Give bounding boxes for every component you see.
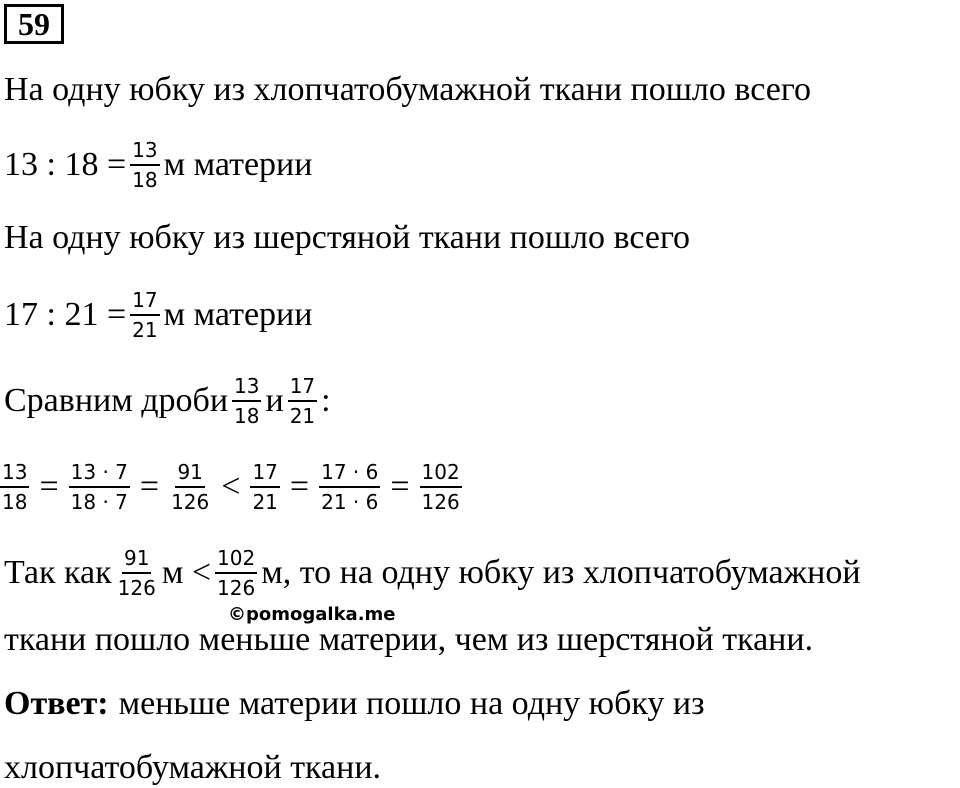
less-than-sign: < bbox=[221, 468, 241, 505]
denominator: 126 bbox=[117, 576, 156, 600]
fraction-13-18 bbox=[232, 374, 261, 428]
conjunction: и bbox=[265, 382, 284, 419]
sentence-cotton: На одну юбку из хлопчатобумажной ткани пошло всего bbox=[4, 71, 811, 108]
unit-text: м материи bbox=[163, 296, 313, 333]
fraction-91-126 bbox=[116, 546, 158, 600]
fraction-17-21 bbox=[288, 374, 317, 428]
equals-sign: = bbox=[139, 468, 160, 505]
numerator: 17 bbox=[288, 374, 317, 402]
denominator: 21 bbox=[132, 318, 158, 342]
numerator: 91 bbox=[122, 546, 151, 574]
equals-sign: = bbox=[39, 468, 59, 505]
text-line-1 bbox=[4, 70, 811, 110]
answer-continuation: хлопчатобумажной ткани. bbox=[4, 749, 382, 786]
conclusion-middle: м < bbox=[161, 554, 212, 591]
numerator: 17 · 6 bbox=[319, 460, 380, 488]
denominator: 126 bbox=[171, 490, 210, 514]
answer-line-1 bbox=[4, 684, 705, 724]
unit-text: м материи bbox=[163, 146, 313, 183]
denominator: 21 bbox=[252, 490, 278, 514]
numerator: 17 bbox=[250, 460, 279, 488]
fraction-102-126 bbox=[420, 460, 462, 514]
fraction-expanded-13-18 bbox=[69, 460, 130, 514]
colon: : bbox=[321, 382, 331, 419]
numerator: 13 bbox=[232, 374, 261, 402]
conclusion-continuation: ткани пошло меньше материи, чем из шерстяной ткани. bbox=[4, 621, 814, 658]
equals-sign: = bbox=[390, 468, 410, 505]
denominator: 18 · 7 bbox=[70, 490, 128, 514]
numerator: 17 bbox=[130, 288, 159, 316]
numerator: 13 bbox=[0, 460, 29, 488]
numerator: 102 bbox=[420, 460, 462, 488]
numerator: 13 bbox=[130, 138, 159, 166]
numerator: 13 · 7 bbox=[69, 460, 130, 488]
conclusion-prefix: Так как bbox=[4, 554, 112, 591]
compare-line bbox=[4, 374, 331, 428]
compare-prefix: Сравним дроби bbox=[4, 382, 229, 419]
task-number-box: 59 bbox=[4, 4, 64, 44]
denominator: 21 · 6 bbox=[321, 490, 379, 514]
denominator: 18 bbox=[234, 404, 260, 428]
fraction-17-21 bbox=[250, 460, 279, 514]
answer-text: меньше материи пошло на одну юбку из bbox=[118, 685, 705, 722]
fraction-13-18 bbox=[0, 460, 29, 514]
denominator: 18 bbox=[2, 490, 28, 514]
sentence-wool: На одну юбку из шерстяной ткани пошло всего bbox=[4, 219, 691, 256]
division-expression: 13 : 18 = bbox=[4, 146, 127, 183]
conclusion-line-1 bbox=[4, 546, 861, 600]
numerator: 91 bbox=[175, 460, 204, 488]
denominator: 21 bbox=[289, 404, 316, 428]
conclusion-suffix: м, то на одну юбку из хлопчатобумажной bbox=[261, 554, 861, 591]
denominator: 126 bbox=[421, 490, 460, 514]
conclusion-line-2 bbox=[4, 620, 813, 660]
comparison-chain bbox=[0, 460, 466, 514]
fraction-91-126 bbox=[169, 460, 211, 514]
equals-sign: = bbox=[289, 468, 310, 505]
denominator: 18 bbox=[132, 168, 158, 192]
equation-line-cotton bbox=[4, 138, 312, 192]
numerator: 102 bbox=[215, 546, 257, 574]
fraction-102-126 bbox=[215, 546, 257, 600]
division-expression: 17 : 21 = bbox=[4, 296, 127, 333]
fraction-expanded-17-21 bbox=[319, 460, 380, 514]
denominator: 126 bbox=[217, 576, 256, 600]
watermark-text: ©pomogalka.me bbox=[228, 604, 396, 625]
fraction-13-18 bbox=[130, 138, 159, 192]
answer-label: Ответ: bbox=[4, 685, 109, 722]
equation-line-wool bbox=[4, 288, 312, 342]
text-line-3 bbox=[4, 218, 690, 258]
answer-line-2 bbox=[4, 748, 381, 788]
fraction-17-21 bbox=[130, 288, 159, 342]
